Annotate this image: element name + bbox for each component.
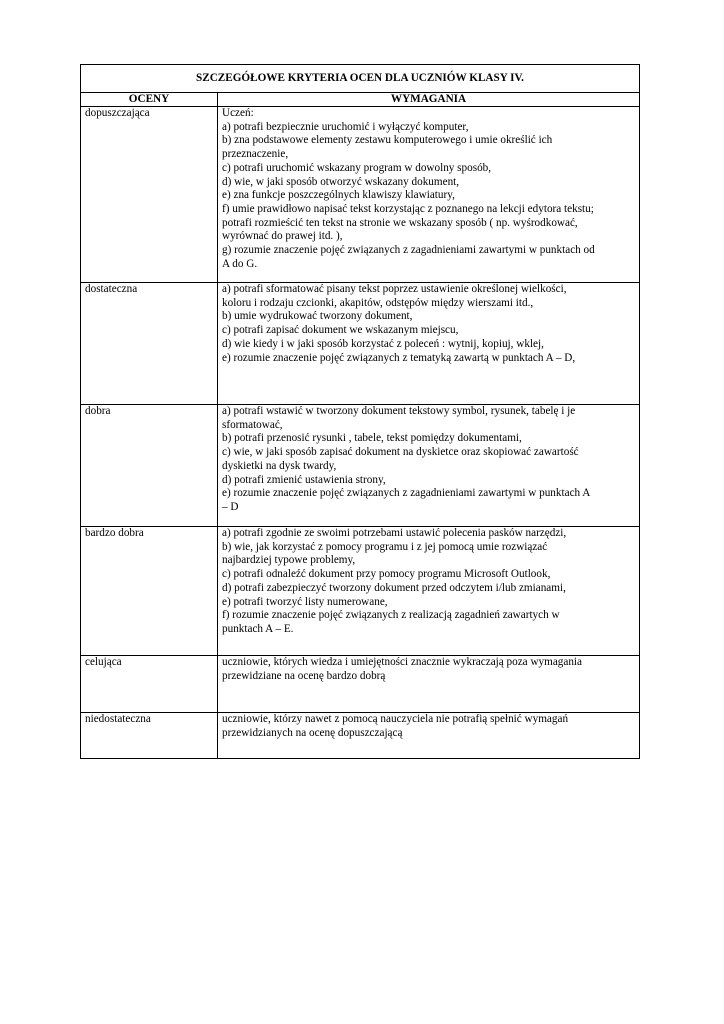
requirement-line: b) umie wydrukować tworzony dokument, xyxy=(222,310,413,323)
requirements-cell xyxy=(218,527,640,656)
requirement-line: d) potrafi zmienić ustawienia strony, xyxy=(222,473,386,486)
table-row xyxy=(81,283,640,405)
requirements-cell xyxy=(218,713,640,759)
requirements-column-header: WYMAGANIA xyxy=(218,93,640,107)
grade-column-header: OCENY xyxy=(81,93,218,107)
requirement-line: przewidziane na ocenę bardzo dobrą xyxy=(222,669,386,682)
title-row xyxy=(81,65,640,93)
requirement-line: dyskietki na dysk twardy, xyxy=(222,459,337,472)
requirement-line: c) potrafi uruchomić wskazany program w dowolny sposób, xyxy=(222,161,492,174)
requirement-line: c) potrafi zapisać dokument we wskazanym miejscu, xyxy=(222,324,459,337)
requirement-line: koloru i rodzaju czcionki, akapitów, odstępów między wierszami itd., xyxy=(222,296,534,309)
requirement-line: b) zna podstawowe elementy zestawu komputerowego i umie określić ich xyxy=(222,134,553,147)
grade-cell: bardzo dobra xyxy=(81,527,218,656)
requirement-line: a) potrafi bezpiecznie uruchomić i wyłączyć komputer, xyxy=(222,120,469,133)
grade-cell: dobra xyxy=(81,405,218,527)
requirement-line: uczniowie, którzy nawet z pomocą nauczyciela nie potrafią spełnić wymagań xyxy=(222,713,569,725)
requirement-line: uczniowie, których wiedza i umiejętności znacznie wykraczają poza wymagania xyxy=(222,656,583,668)
requirement-line: f) umie prawidłowo napisać tekst korzystając z poznanego na lekcji edytora tekstu; xyxy=(222,202,594,215)
requirement-line: – D xyxy=(222,500,239,513)
requirements-cell xyxy=(218,283,640,405)
requirement-line: c) wie, w jaki sposób zapisać dokument na dyskietce oraz skopiować zawartość xyxy=(222,446,579,459)
table-row xyxy=(81,713,640,759)
requirement-line: przeznaczenie, xyxy=(222,148,289,161)
grade-cell: dopuszczająca xyxy=(81,107,218,283)
requirement-line: b) potrafi przenosić rysunki , tabele, tekst pomiędzy dokumentami, xyxy=(222,432,522,445)
requirement-line: d) wie, w jaki sposób otworzyć wskazany dokument, xyxy=(222,175,460,188)
grade-cell: celująca xyxy=(81,656,218,713)
requirement-line: g) rozumie znaczenie pojęć związanych z zagadnieniami zawartymi w punktach od xyxy=(222,244,595,257)
requirement-line: d) wie kiedy i w jaki sposób korzystać z poleceń : wytnij, kopiuj, wklej, xyxy=(222,337,544,350)
criteria-table xyxy=(80,64,640,759)
requirement-line: e) potrafi tworzyć listy numerowane, xyxy=(222,595,388,608)
grade-cell: niedostateczna xyxy=(81,713,218,759)
requirement-line: najbardziej typowe problemy, xyxy=(222,554,356,567)
requirement-line: b) wie, jak korzystać z pomocy programu i z jej pomocą umie rozwiązać xyxy=(222,540,548,553)
table-row xyxy=(81,656,640,713)
grade-cell: dostateczna xyxy=(81,283,218,405)
requirement-line: e) zna funkcje poszczególnych klawiszy klawiatury, xyxy=(222,189,455,202)
requirement-line: sformatować, xyxy=(222,418,283,431)
requirements-cell xyxy=(218,405,640,527)
requirement-line: potrafi rozmieścić ten tekst na stronie we wskazany sposób ( np. wyśrodkować, xyxy=(222,216,578,229)
requirements-cell xyxy=(218,107,640,283)
requirement-line: Uczeń: xyxy=(222,107,254,119)
requirement-line: a) potrafi wstawić w tworzony dokument tekstowy symbol, rysunek, tabelę i je xyxy=(222,405,576,417)
requirement-line: e) rozumie znaczenie pojęć związanych z tematyką zawartą w punktach A – D, xyxy=(222,351,576,364)
requirement-line: przewidzianych na ocenę dopuszczającą xyxy=(222,726,403,739)
requirement-line: wyrównać do prawej itd. ), xyxy=(222,230,343,243)
requirement-line: punktach A – E. xyxy=(222,622,294,635)
requirement-line: a) potrafi zgodnie ze swoimi potrzebami ustawić polecenia pasków narzędzi, xyxy=(222,527,567,539)
requirement-line: e) rozumie znaczenie pojęć związanych z zagadnieniami zawartymi w punktach A xyxy=(222,487,591,500)
requirement-line: f) rozumie znaczenie pojęć związanych z realizacją zagadnień zawartych w xyxy=(222,609,560,622)
document-title: SZCZEGÓŁOWE KRYTERIA OCEN DLA UCZNIÓW KLASY IV. xyxy=(81,65,640,93)
table-row xyxy=(81,405,640,527)
requirements-cell xyxy=(218,656,640,713)
header-row xyxy=(81,93,640,107)
requirement-line: d) potrafi zabezpieczyć tworzony dokument przed odczytem i/lub zmianami, xyxy=(222,581,566,594)
table-row xyxy=(81,527,640,656)
table-row xyxy=(81,107,640,283)
requirement-line: c) potrafi odnaleźć dokument przy pomocy programu Microsoft Outlook, xyxy=(222,568,551,581)
requirement-line: A do G. xyxy=(222,257,258,270)
requirement-line: a) potrafi sformatować pisany tekst poprzez ustawienie określonej wielkości, xyxy=(222,283,567,295)
